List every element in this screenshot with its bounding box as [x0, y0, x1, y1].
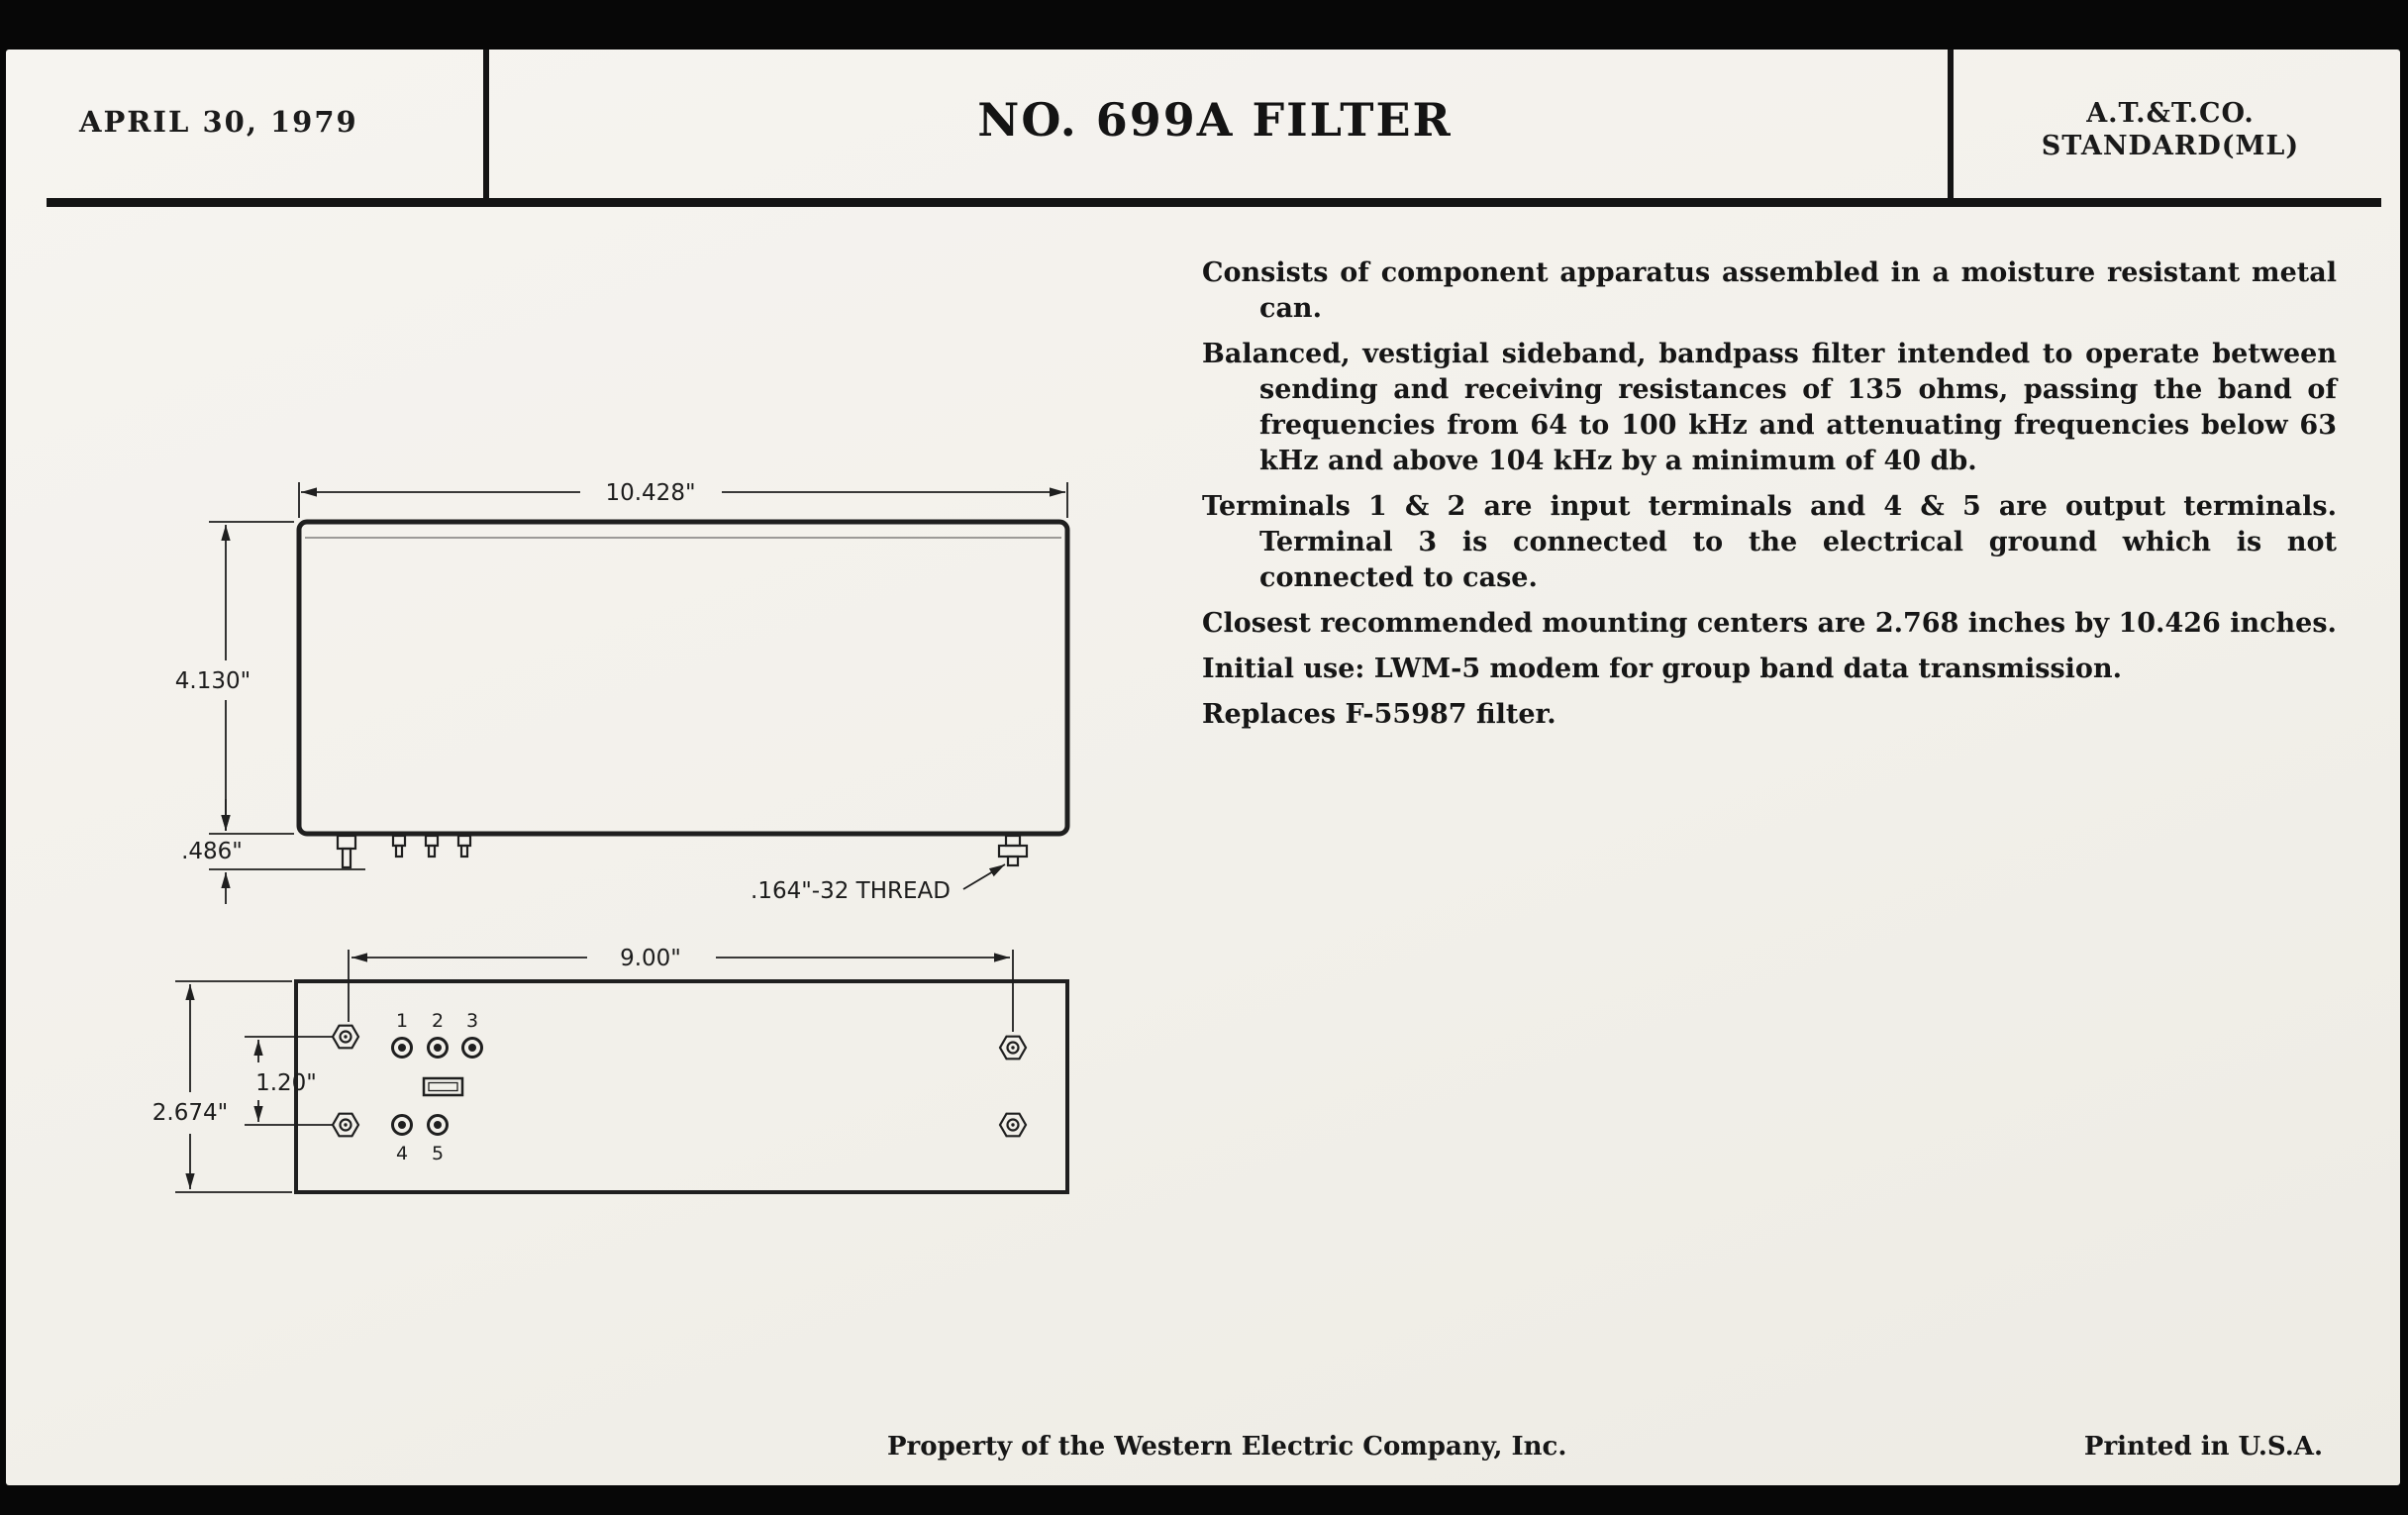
org-standard-label: STANDARD(ML)	[2041, 131, 2300, 161]
header-divider-left	[483, 50, 489, 200]
terminal-number-5: 5	[431, 1143, 445, 1164]
description-paragraph: Initial use: LWM-5 modem for group band data transmission.	[1202, 654, 2122, 684]
filter-can-outline	[299, 522, 1067, 834]
dim-stud-height-label: .486"	[181, 839, 243, 864]
mounting-nut	[1000, 1037, 1026, 1060]
mounting-nut	[333, 1114, 358, 1137]
header-rule	[47, 198, 2381, 207]
description-paragraph: Terminals 1 & 2 are input terminals and 4 & 5 are output terminals. Terminal 3 is connected to the electrical ground which is not connected to case.	[1202, 491, 2337, 593]
dim-can-height-label: 4.130"	[174, 668, 251, 694]
bottom-view-labels	[152, 946, 681, 1164]
top-view-labels	[175, 480, 951, 904]
terminal-3	[463, 1039, 482, 1058]
org-block	[1958, 97, 2382, 162]
ground-slot	[424, 1078, 462, 1095]
terminal-number-3: 3	[465, 1010, 479, 1032]
description-paragraph: Replaces F-55987 filter.	[1202, 699, 1556, 730]
description-paragraph: Closest recommended mounting centers are 2.768 inches by 10.426 inches.	[1202, 608, 2337, 639]
mounting-nut	[333, 1026, 358, 1049]
terminal-number-1: 1	[395, 1010, 409, 1032]
terminal-1	[393, 1039, 412, 1058]
document-date: APRIL 30, 1979	[79, 105, 358, 139]
header-divider-right	[1948, 50, 1954, 200]
description-paragraph: Balanced, vestigial sideband, bandpass filter intended to operate between sending and receiving resistances of 135 ohms, passing the band of frequencies from 64 to 100 kHz and attenuating frequencies below 63 kHz and above 104 kHz by a minimum of 40 db.	[1202, 339, 2337, 476]
terminal-number-4: 4	[395, 1143, 409, 1164]
property-notice: Property of the Western Electric Company, Inc.	[887, 1432, 1567, 1462]
dim-can-width-label: 10.428"	[605, 480, 696, 506]
dim-mounting-width-label: 9.00"	[620, 946, 681, 971]
org-name: A.T.&T.CO.	[2086, 98, 2255, 129]
thread-callout-label: .164"-32 THREAD	[751, 878, 951, 904]
dim-row-spacing-label: 1.20"	[255, 1070, 317, 1096]
terminal-2	[429, 1039, 448, 1058]
top-view	[299, 522, 1067, 867]
bottom-view	[296, 981, 1067, 1192]
technical-drawing	[100, 451, 1189, 1253]
base-plate-outline	[296, 981, 1067, 1192]
mounting-nut	[1000, 1114, 1026, 1137]
description-paragraph: Consists of component apparatus assembled in a moisture resistant metal can.	[1202, 257, 2337, 324]
description-column	[1202, 255, 2337, 743]
document-sheet	[6, 50, 2400, 1485]
dim-plate-height-label: 2.674"	[151, 1100, 229, 1126]
document-title: NO. 699A FILTER	[977, 93, 1453, 147]
terminal-number-2: 2	[431, 1010, 445, 1032]
terminal-4	[393, 1116, 412, 1135]
mounting-stud-right	[999, 836, 1027, 865]
mounting-stud-left	[338, 836, 355, 867]
terminal-pins	[393, 836, 470, 857]
printed-notice: Printed in U.S.A.	[2083, 1432, 2323, 1462]
terminal-5	[429, 1116, 448, 1135]
